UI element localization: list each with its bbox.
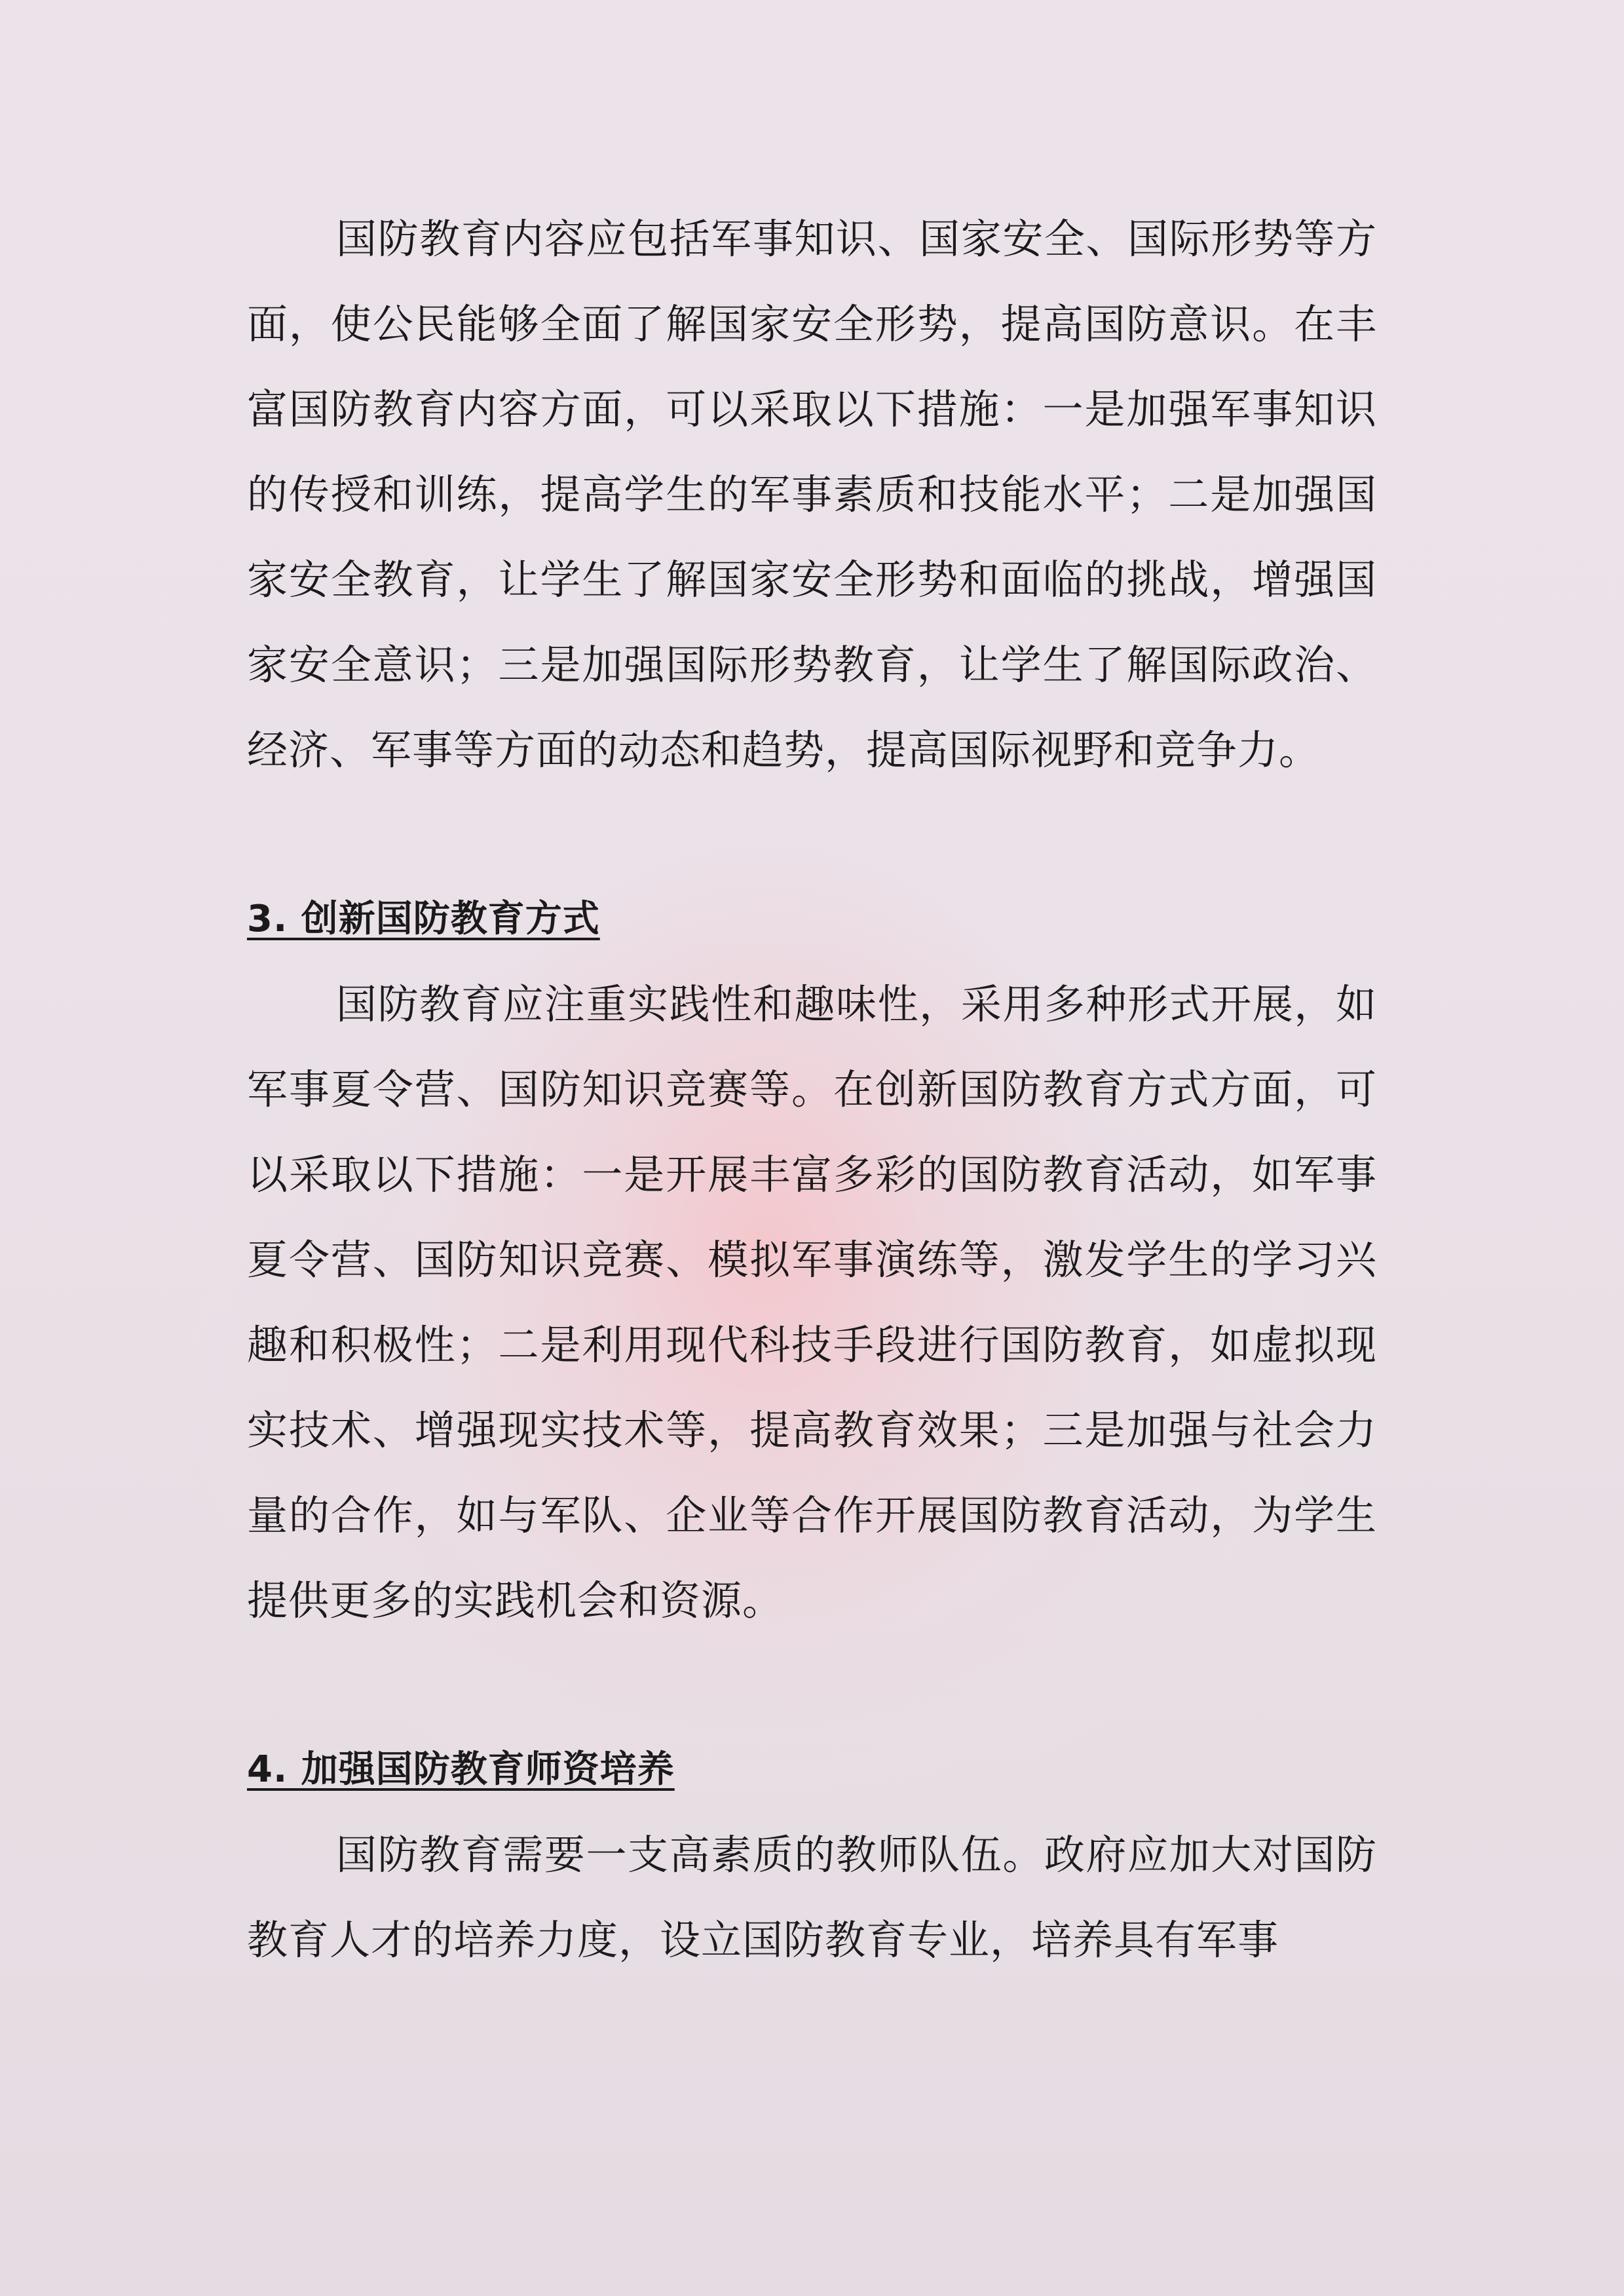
section-3-paragraph: 国防教育应注重实践性和趣味性，采用多种形式开展，如军事夏令营、国防知识竞赛等。在创新国防教育方式方面，可以采取以下措施：一是开展丰富多彩的国防教育活动，如军事夏令营、国防知识竞赛、模拟军事演练等，激发学生的学习兴趣和积极性；二是利用现代科技手段进行国防教育，如虚拟现实技术、增强现实技术等，提高教育效果；三是加强与社会力量的合作，如与军队、企业等合作开展国防教育活动，为学生提供更多的实践机会和资源。 xyxy=(247,980,1377,1624)
section-4-paragraph: 国防教育需要一支高素质的教师队伍。政府应加大对国防教育人才的培养力度，设立国防教育专业，培养具有军事 xyxy=(247,1831,1377,1964)
section-4-heading: 4. 加强国防教育师资培养 xyxy=(247,1748,675,1791)
text-column xyxy=(247,197,1377,1983)
section-3-heading: 3. 创新国防教育方式 xyxy=(247,898,600,940)
section-spacer xyxy=(247,1643,1377,1727)
intro-paragraph: 国防教育内容应包括军事知识、国家安全、国际形势等方面，使公民能够全面了解国家安全形势，提高国防意识。在丰富国防教育内容方面，可以采取以下措施：一是加强军事知识的传授和训练，提高学生的军事素质和技能水平；二是加强国家安全教育，让学生了解国家安全形势和面临的挑战，增强国家安全意识；三是加强国际形势教育，让学生了解国际政治、经济、军事等方面的动态和趋势，提高国际视野和竞争力。 xyxy=(247,215,1377,774)
section-spacer xyxy=(247,793,1377,877)
